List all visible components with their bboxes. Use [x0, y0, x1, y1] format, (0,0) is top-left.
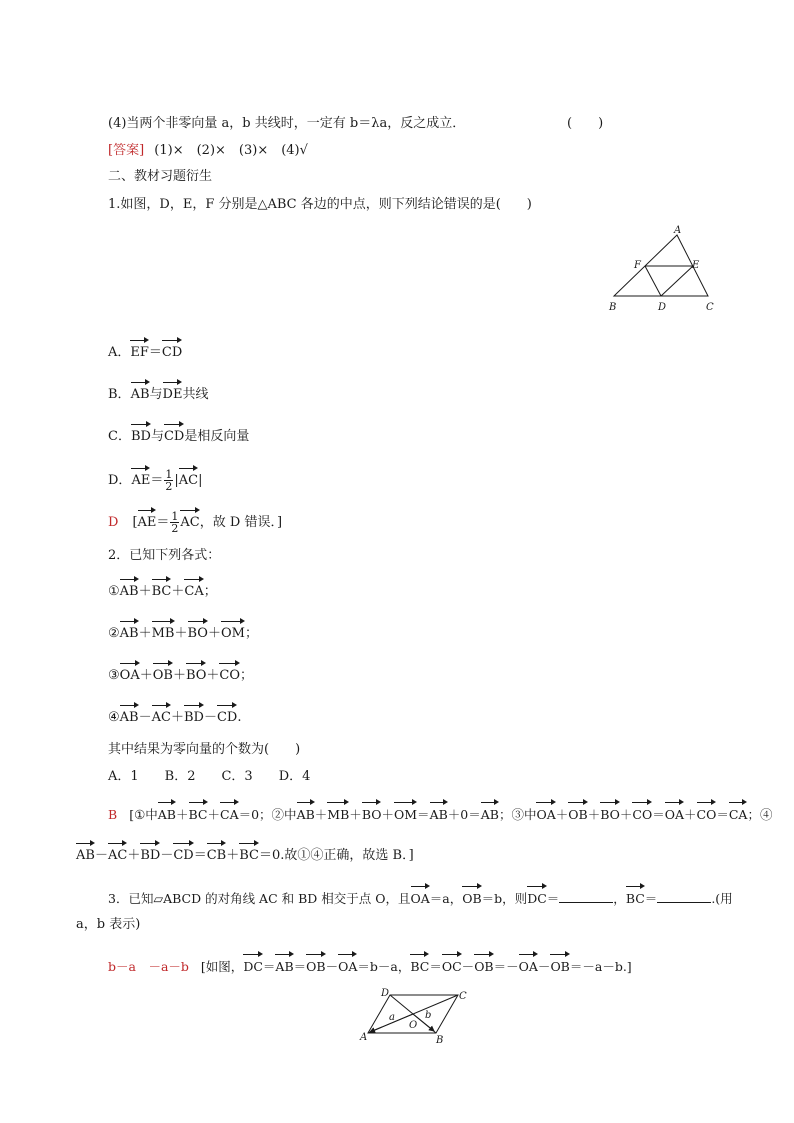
- p1-answer-letter: D: [108, 515, 119, 530]
- label-E: E: [692, 260, 700, 271]
- p3-stem-line1: 3．已知▱ABCD 的对角线 AC 和 BD 相交于点 O，且OA＝a，OB＝b，则DC＝ ，BC＝ .(用: [108, 888, 733, 908]
- p2-expr-2: ②AB＋MB＋BO＋OM；: [108, 623, 258, 643]
- label-A: A: [674, 225, 682, 236]
- q4-line: [108, 115, 465, 133]
- p2-options: A．1 B．2 C．3 D．4: [108, 769, 311, 784]
- p1-stem: 1.如图，D，E，F 分别是△ABC 各边的中点，则下列结论错误的是( ): [108, 197, 532, 212]
- label-C: C: [706, 302, 714, 313]
- section-title: 二、教材习题衍生: [108, 169, 213, 184]
- p1-option-a: A．EF＝CD: [108, 342, 182, 362]
- p3-stem-line2: a，b 表示): [76, 917, 141, 932]
- p2-stem: 2．已知下列各式：: [108, 548, 221, 563]
- p2-expr-3: ③OA＋OB＋BO＋CO；: [108, 665, 253, 685]
- label-B: B: [436, 1035, 444, 1046]
- p3-answer-values: b－a －a－b: [108, 959, 189, 974]
- p3-answer: b－a －a－b [如图，DC＝AB＝OB－OA＝b－a，BC＝OC－OB＝－OA－OB＝－a－b.]: [108, 956, 632, 976]
- label-B: B: [609, 302, 617, 313]
- parallelogram-figure: [352, 986, 476, 1048]
- p2-answer-letter: B: [108, 807, 118, 822]
- label-O: O: [409, 1020, 418, 1031]
- p2-expr-4: ④AB－AC＋BD－CD.: [108, 707, 242, 727]
- label-D: D: [381, 988, 390, 999]
- p2-answer-line2: AB－AC＋BD－CD＝CB＋BC＝0.故①④正确，故选 B．]: [76, 845, 414, 865]
- label-b: b: [425, 1010, 432, 1021]
- triangle-figure: [600, 222, 730, 316]
- answer-blank-1: [559, 891, 613, 903]
- p1-option-b: B．AB与DE共线: [108, 384, 208, 404]
- answer-tag: [答案]: [108, 143, 145, 158]
- q4-text: (4)当两个非零向量 a，b 共线时，一定有 b＝λa，反之成立．: [108, 116, 466, 131]
- label-D: D: [658, 302, 667, 313]
- p2-expr-1: ①AB＋BC＋CA；: [108, 581, 217, 601]
- fraction-half: $\frac{1}{2}$: [165, 468, 173, 493]
- p1-option-d: D．AE＝ $\frac{1}{2}$ |AC|: [108, 468, 203, 493]
- label-a: a: [389, 1012, 395, 1023]
- label-C: C: [459, 991, 467, 1002]
- p1-option-c: C．BD与CD是相反向量: [108, 426, 249, 446]
- answer-blank-2: [657, 891, 711, 903]
- label-F: F: [634, 260, 641, 271]
- label-A: A: [360, 1032, 368, 1043]
- answer-line: [108, 142, 308, 160]
- q4-paren: ( ): [567, 116, 604, 131]
- p2-question: 其中结果为零向量的个数为( ): [108, 742, 301, 757]
- p1-answer: D [AE＝ $\frac{1}{2}$ AC，故 D 错误．]: [108, 510, 283, 535]
- p2-answer-line1: B [①中AB＋BC＋CA＝0；②中AB＋MB＋BO＋OM＝AB＋0＝AB；③中OA＋OB＋BO＋CO＝OA＋CO＝CA；④: [108, 804, 772, 824]
- answer-text: (1)× (2)× (3)× (4)√: [154, 143, 308, 158]
